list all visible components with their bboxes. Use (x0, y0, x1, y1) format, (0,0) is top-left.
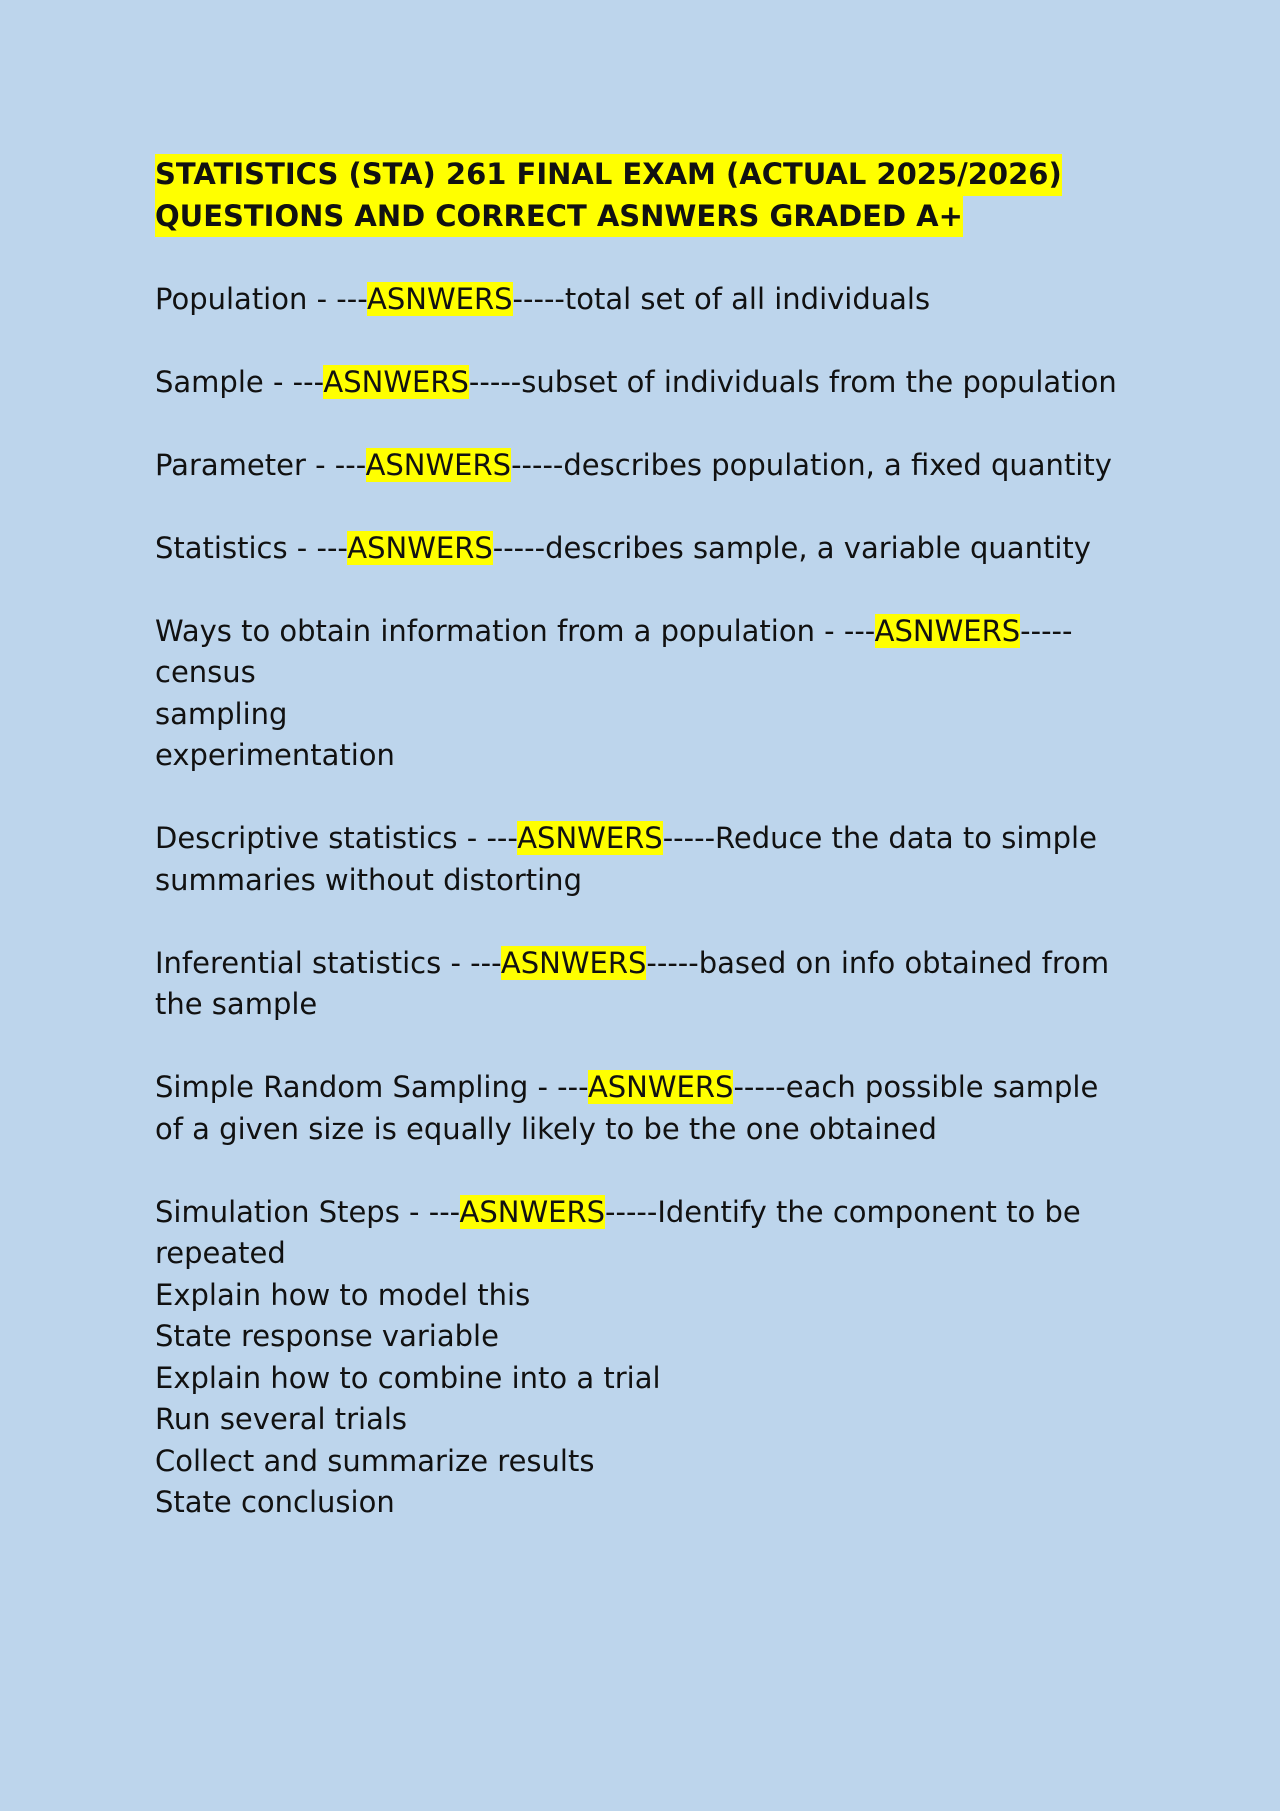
qa-entry (155, 279, 1135, 321)
qa-term: Descriptive statistics (155, 821, 458, 855)
qa-separator-suffix: ----- (646, 945, 699, 980)
qa-answer: describes sample, a variable quantity (545, 530, 1091, 565)
qa-term: Simulation Steps (155, 1194, 400, 1229)
qa-term: Statistics (155, 530, 288, 565)
qa-separator-prefix: - --- (305, 447, 366, 482)
qa-separator-suffix: ----- (1020, 613, 1073, 648)
answers-keyword: ASNWERS (459, 1194, 606, 1229)
qa-answer: each possible sample of a given size is equally likely to be the one obtained (155, 1070, 1099, 1146)
answers-keyword: ASNWERS (365, 447, 512, 482)
qa-separator-suffix: ----- (468, 364, 522, 399)
answers-keyword: ASNWERS (367, 281, 513, 316)
qa-separator-prefix: - --- (528, 1070, 588, 1104)
qa-term: Ways to obtain information from a population (155, 613, 815, 648)
qa-answer: subset of individuals from the population (521, 364, 1117, 399)
qa-separator-suffix: ----- (511, 447, 564, 482)
qa-answer-line: State conclusion (155, 1485, 395, 1519)
qa-separator-suffix: ----- (733, 1070, 786, 1104)
answers-keyword: ASNWERS (323, 364, 469, 399)
title-line-1: STATISTICS (STA) 261 FINAL EXAM (ACTUAL 2025/2026) (155, 154, 1062, 196)
qa-entry (155, 528, 1135, 570)
qa-answer: Reduce the data to simple summaries without distorting (155, 821, 1097, 897)
qa-entry (155, 362, 1135, 404)
qa-answer-line: sampling (155, 696, 288, 731)
qa-separator-prefix: - --- (441, 945, 501, 980)
qa-entry (155, 818, 1135, 901)
qa-term: Parameter (155, 447, 306, 482)
qa-separator-suffix: ----- (662, 821, 716, 855)
qa-answer: census (155, 655, 256, 689)
qa-separator-suffix: ----- (512, 281, 565, 316)
qa-entry (155, 1192, 1135, 1524)
qa-separator-suffix: ----- (605, 1194, 658, 1229)
qa-answer-line: experimentation (155, 738, 395, 772)
qa-separator-prefix: - --- (399, 1194, 460, 1229)
qa-entry (155, 445, 1135, 487)
qa-answer-line: Explain how to combine into a trial (155, 1360, 661, 1395)
qa-separator-prefix: - --- (457, 821, 518, 855)
qa-entry (155, 611, 1135, 777)
qa-answer: total set of all individuals (564, 281, 931, 316)
qa-separator-prefix: - --- (287, 530, 348, 565)
qa-separator-prefix: - --- (814, 613, 875, 648)
qa-term: Simple Random Sampling (155, 1070, 529, 1104)
qa-answer-line: Run several trials (155, 1402, 408, 1436)
answers-keyword: ASNWERS (500, 945, 647, 980)
document-title (155, 154, 1135, 237)
title-line-2: QUESTIONS AND CORRECT ASNWERS GRADED A+ (155, 196, 963, 238)
answers-keyword: ASNWERS (587, 1070, 734, 1104)
qa-entry (155, 1067, 1135, 1150)
qa-answer-line: Collect and summarize results (155, 1443, 595, 1478)
qa-term: Sample (155, 364, 264, 399)
document-content (155, 154, 1135, 1565)
answers-keyword: ASNWERS (874, 613, 1021, 648)
qa-term: Population (155, 281, 308, 316)
qa-entry (155, 943, 1135, 1026)
qa-separator-suffix: ----- (492, 530, 546, 565)
qa-answer-line: Explain how to model this (155, 1277, 531, 1312)
qa-term: Inferential statistics (155, 945, 442, 980)
qa-answer-line: State response variable (155, 1319, 499, 1353)
qa-answer: describes population, a fixed quantity (563, 447, 1112, 482)
qa-answer: based on info obtained from the sample (155, 945, 1110, 1021)
answers-keyword: ASNWERS (517, 821, 663, 855)
qa-separator-prefix: - --- (307, 281, 368, 316)
qa-separator-prefix: - --- (263, 364, 324, 399)
answers-keyword: ASNWERS (347, 530, 493, 565)
qa-answer: Identify the component to be repeated (155, 1194, 1081, 1270)
